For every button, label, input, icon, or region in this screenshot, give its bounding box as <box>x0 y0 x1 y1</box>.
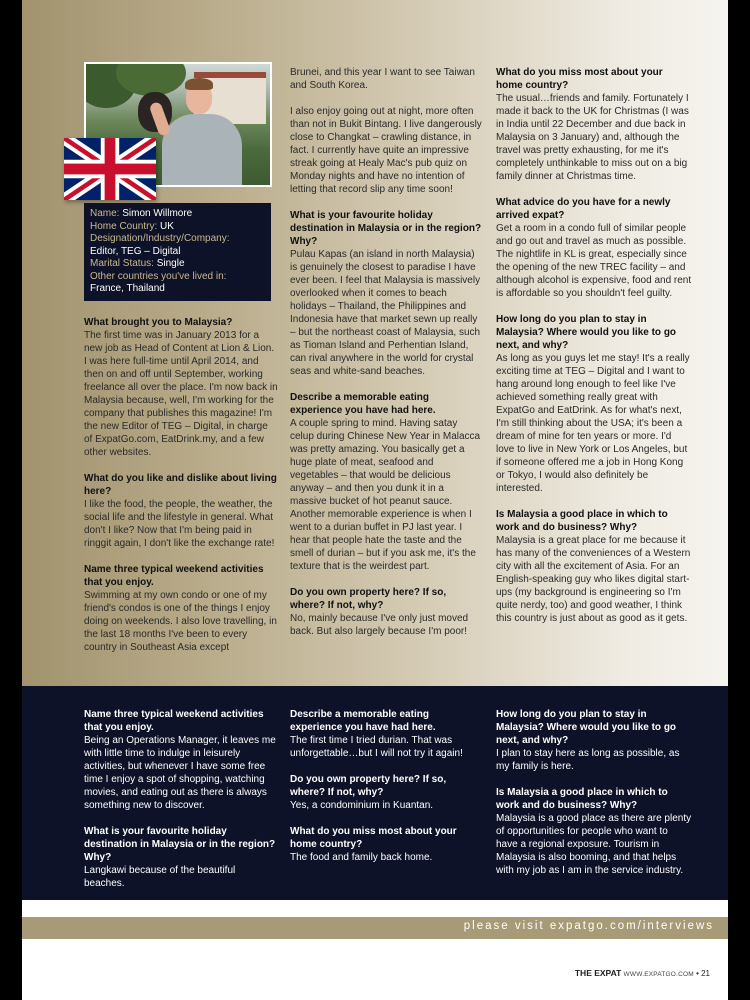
answer: Pulau Kapas (an island in north Malaysia) is genuinely the closest to paradise I have ever been. I feel that Malaysia is massively overlooked when it comes to beach holidays – Thailand, the Philippines and Indonesia have that market sewn up really – but the northeast coast of Malaysia, such as Tioman Island and Perhentian Island, can rival anywhere in the world for crystal seas and white-sand beaches. <box>290 249 481 377</box>
magazine-page <box>22 0 728 1000</box>
profile-row: Editor, TEG – Digital <box>90 245 181 257</box>
column-right <box>496 708 692 890</box>
profile-row: Name: Simon Willmore <box>90 208 193 219</box>
question: What brought you to Malaysia? <box>84 317 233 328</box>
question: What is your favourite holiday destination in Malaysia or in the region? Why? <box>84 826 276 863</box>
column-middle <box>290 708 480 877</box>
profile-row: Designation/Industry/Company: <box>90 233 230 244</box>
column-middle <box>290 66 482 651</box>
question: Is Malaysia a good place in which to work and do business? Why? <box>496 787 668 811</box>
question: Describe a memorable eating experience you have had here. <box>290 392 436 416</box>
interview-section-bottom <box>22 686 728 900</box>
answer: Being an Operations Manager, it leaves me with little time to indulge in leisurely activities, but whenever I have some free time I enjoy a spot of shopping, watching movies, and eating out as there is always something new to discover. <box>84 735 276 811</box>
profile-row: France, Thailand <box>90 283 165 294</box>
answer: Langkawi because of the beautiful beaches. <box>84 865 236 889</box>
answer: Swimming at my own condo or one of my friend's condos is one of the things I enjoy doing on weekends. I also love travelling, in the last 18 months I've been to every country in Southeast Asia except <box>84 590 277 653</box>
answer: Malaysia is a good place as there are plenty of opportunities for people who want to have a regional exposure. Tourism in Malaysia is also booming, and that helps with my job as I am in the service industry. <box>496 813 692 876</box>
visit-banner <box>22 917 728 939</box>
column-left <box>84 708 276 903</box>
page-footer <box>575 968 710 978</box>
question: What do you like and dislike about living here? <box>84 473 277 497</box>
footer-brand: THE EXPAT <box>574 968 622 978</box>
answer: I like the food, the people, the weather, the social life and the lifestyle in general. What don't I like? Now that I'm being paid in ringgit again, I don't like the exchange rate! <box>84 499 275 549</box>
question: Describe a memorable eating experience you have had here. <box>290 709 436 733</box>
profile-row: Other countries you've lived in: <box>90 270 227 282</box>
answer: No, mainly because I've only just moved back. But also largely because I'm poor! <box>290 613 469 637</box>
answer: I also enjoy going out at night, more often than not in Bukit Bintang. I live dangerously close to Changkat – crawling distance, in fact. I currently have quite an impressive streak going at Healy Mac's pub quiz on Monday nights and have no intention of letting that record slip any time soon! <box>290 106 482 195</box>
answer: Malaysia is a great place for me because it has many of the conveniences of a Western city with all the excitement of Asia. For an English-speaking guy who likes digital start-ups (my background is engineering so I'm quite nerdy, too) and good weather, I think this country is just about as good as it gets. <box>496 535 691 624</box>
column-right <box>496 66 692 638</box>
question: Name three typical weekend activities that you enjoy. <box>84 709 264 733</box>
question: Is Malaysia a good place in which to work and do business? Why? <box>496 509 668 533</box>
answer: A couple spring to mind. Having satay celup during Chinese New Year in Malacca was pretty amazing. You basically get a huge plate of meat, seafood and vegetables – that would be delicious anyway – and then you dunk it in a massive bucket of hot peanut sauce. Another memorable experience is when I went to a durian buffet in PJ last year. I hear that people hate the taste and the smell of durian – but if you ask me, it's the texture that is the weirdest part. <box>290 418 481 572</box>
answer: The first time was in January 2013 for a new job as Head of Content at Lion & Lion. I was here full-time until April 2014, and then on and off until September, working freelance all over the place. I'm now back in Malaysia because, well, I'm working for the company that publishes this magazine! I'm the new Editor of TEG – Digital, in charge of ExpatGo.com, EatDrink.my, and a few other websites. <box>84 330 278 458</box>
answer: Brunei, and this year I want to see Taiwan and South Korea. <box>290 67 475 91</box>
question: What do you miss most about your home country? <box>290 826 457 850</box>
answer: Yes, a condominium in Kuantan. <box>290 800 434 811</box>
footer-site: WWW.EXPATGO.COM <box>623 971 694 978</box>
question: How long do you plan to stay in Malaysia? Where would you like to go next, and why? <box>496 314 677 351</box>
profile-info-box <box>84 203 271 301</box>
visit-link-text[interactable]: please visit expatgo.com/interviews <box>463 920 714 932</box>
question: Do you own property here? If so, where? If not, why? <box>290 774 447 798</box>
answer: The food and family back home. <box>290 852 433 863</box>
question: What advice do you have for a newly arrived expat? <box>496 197 671 221</box>
answer: Get a room in a condo full of similar people and go out and travel as much as possible. The nightlife in KL is great, especially since the opening of the new TREC facility – and although alcohol is expensive, food and rent is affordable so you shouldn't feel guilty. <box>496 223 692 299</box>
profile-row: Home Country: UK <box>90 220 174 232</box>
question: Name three typical weekend activities that you enjoy. <box>84 564 264 588</box>
uk-flag-icon <box>64 138 156 200</box>
interview-section-top <box>22 0 728 686</box>
question: What is your favourite holiday destination in Malaysia or in the region? Why? <box>290 210 482 247</box>
answer: I plan to stay here as long as possible, as my family is here. <box>496 748 680 772</box>
question: Do you own property here? If so, where? If not, why? <box>290 587 447 611</box>
question: What do you miss most about your home country? <box>496 67 663 91</box>
profile-row: Marital Status: Single <box>90 258 185 269</box>
page-number: • 21 <box>696 969 710 978</box>
answer: The first time I tried durian. That was unforgettable…but I will not try it again! <box>290 735 463 759</box>
answer: As long as you guys let me stay! It's a really exciting time at TEG – Digital and I want to hang around long enough to feel like I've achieved something really great with ExpatGo and EatDrink. As for what's next, I'm still thinking about the USA; it's been a dream of mine for ten years or more. I'd love to live in New York or Los Angeles, but if someone offered me a job in Hong Kong or Tokyo, I would also definitely be interested. <box>496 353 690 494</box>
answer: The usual…friends and family. Fortunately I made it back to the UK for Christmas (I was in India until 22 December and due back in Malaysia on 3 January) and, although the travel was pretty exhausting, for me it's completely unthinkable to miss out on a big family dinner at Christmas time. <box>496 93 689 182</box>
question: How long do you plan to stay in Malaysia? Where would you like to go next, and why? <box>496 709 677 746</box>
column-left <box>84 316 278 667</box>
